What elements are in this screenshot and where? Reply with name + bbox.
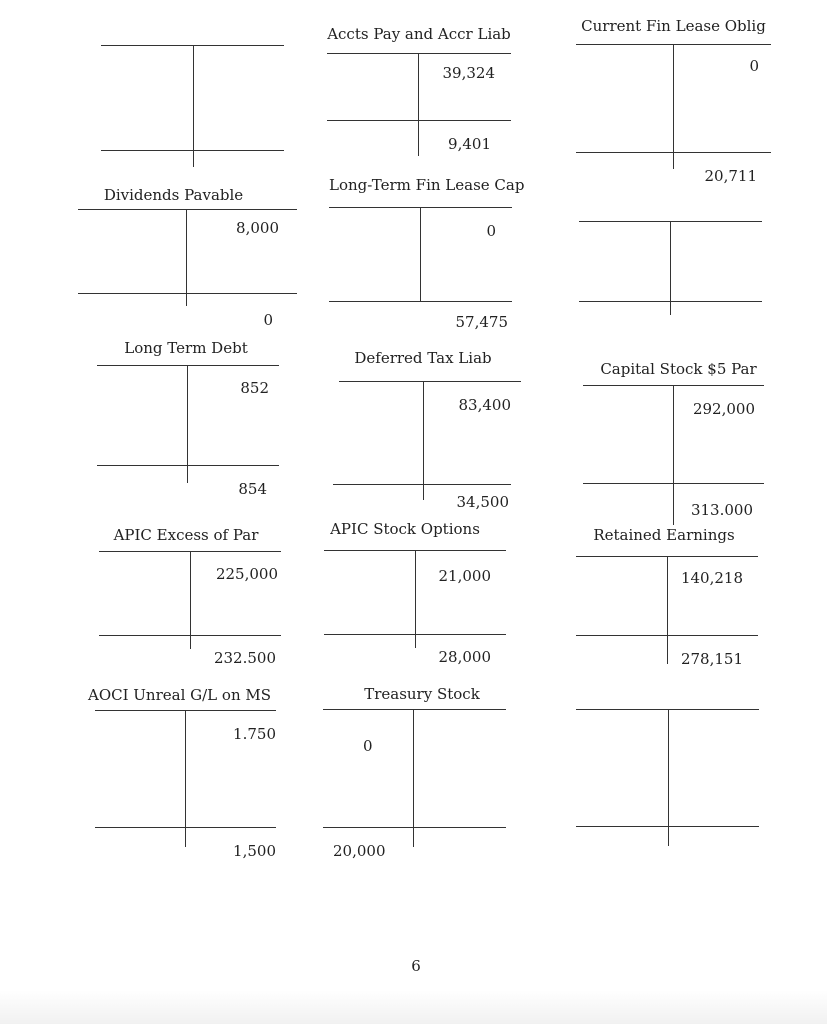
t-account-bottom-line [579, 301, 762, 302]
t-account-lt-fin-lease [329, 176, 525, 336]
t-account-divider [420, 207, 421, 302]
credit-beginning-balance: 83,400 [458, 396, 511, 414]
t-account-current-fin-lease [576, 17, 771, 187]
t-account-apic-excess [99, 526, 281, 671]
credit-ending-balance: 20,711 [704, 167, 757, 185]
credit-ending-balance: 28,000 [438, 648, 491, 666]
t-account-bottom-line [576, 152, 771, 153]
t-account-divider [667, 556, 668, 664]
credit-ending-balance: 232.500 [213, 649, 276, 667]
debit-beginning-balance: 0 [363, 737, 373, 755]
credit-ending-balance: 278,151 [680, 650, 743, 668]
t-account-top-line [97, 365, 279, 366]
t-account-top-line [339, 381, 521, 382]
t-account-bottom-line [324, 634, 506, 635]
credit-beginning-balance: 292,000 [692, 400, 755, 418]
credit-beginning-balance: 225,000 [215, 565, 278, 583]
account-title: Current Fin Lease Oblig [581, 17, 766, 35]
t-account-bottom-line [323, 827, 506, 828]
account-title: Accts Pay and Accr Liab [327, 25, 511, 43]
account-title: Capital Stock $5 Par [600, 360, 757, 378]
t-account-dividends-payable [78, 186, 297, 331]
credit-beginning-balance: 8,000 [236, 219, 279, 237]
t-account-divider [418, 53, 419, 156]
t-account-apic-options [324, 520, 506, 670]
t-account-blank-3 [576, 700, 759, 850]
t-account-top-line [78, 209, 297, 210]
account-title: APIC Excess of Par [113, 526, 259, 544]
account-title: Long Term Debt [124, 339, 248, 357]
t-account-blank-2 [579, 210, 762, 320]
t-account-accts-pay [327, 25, 511, 155]
credit-beginning-balance: 852 [240, 379, 269, 397]
t-account-deferred-tax [339, 349, 521, 519]
t-account-aoci [87, 686, 276, 866]
credit-beginning-balance: 21,000 [438, 567, 491, 585]
credit-beginning-balance: 140,218 [680, 569, 743, 587]
debit-ending-balance: 20,000 [333, 842, 386, 860]
credit-ending-balance: 57,475 [455, 313, 508, 331]
credit-beginning-balance: 39,324 [442, 64, 495, 82]
t-account-divider [423, 381, 424, 500]
page-number: 6 [411, 957, 421, 975]
t-account-bottom-line [97, 465, 279, 466]
credit-ending-balance: 854 [238, 480, 267, 498]
t-account-bottom-line [99, 635, 281, 636]
credit-beginning-balance: 0 [749, 57, 759, 75]
t-account-retained-earnings [576, 526, 758, 671]
t-account-divider [673, 385, 674, 525]
credit-ending-balance: 0 [263, 311, 273, 329]
t-account-bottom-line [576, 635, 758, 636]
credit-ending-balance: 34,500 [456, 493, 509, 511]
t-account-bottom-line [95, 827, 276, 828]
t-account-bottom-line [576, 826, 759, 827]
account-title: APIC Stock Options [330, 520, 480, 538]
account-title: Treasury Stock [364, 685, 480, 703]
credit-beginning-balance: 1.750 [233, 725, 276, 743]
account-title: Long-Term Fin Lease Cap [329, 176, 525, 194]
credit-ending-balance: 9,401 [448, 135, 491, 153]
t-account-capital-stock [583, 360, 764, 525]
t-account-treasury-stock [323, 685, 506, 865]
account-title: Deferred Tax Liab [354, 349, 492, 367]
page-bottom-shadow [0, 990, 827, 1024]
t-account-bottom-line [78, 293, 297, 294]
account-title: Retained Earnings [593, 526, 735, 544]
t-account-bottom-line [333, 484, 511, 485]
t-account-bottom-line [583, 483, 764, 484]
t-account-top-line [323, 709, 506, 710]
account-title: Dividends Pavable [103, 186, 244, 204]
t-account-divider [193, 45, 194, 167]
t-account-bottom-line [327, 120, 511, 121]
t-account-bottom-line [101, 150, 284, 151]
t-account-long-term-debt [97, 339, 279, 509]
t-account-divider [673, 44, 674, 169]
credit-ending-balance: 1,500 [233, 842, 276, 860]
account-title: AOCI Unreal G/L on MS [87, 686, 272, 704]
t-account-top-line [327, 53, 511, 54]
credit-beginning-balance: 0 [486, 222, 496, 240]
credit-ending-balance: 313.000 [690, 501, 753, 519]
t-account-blank-1 [101, 20, 284, 170]
t-account-divider [186, 209, 187, 306]
t-account-bottom-line [329, 301, 512, 302]
